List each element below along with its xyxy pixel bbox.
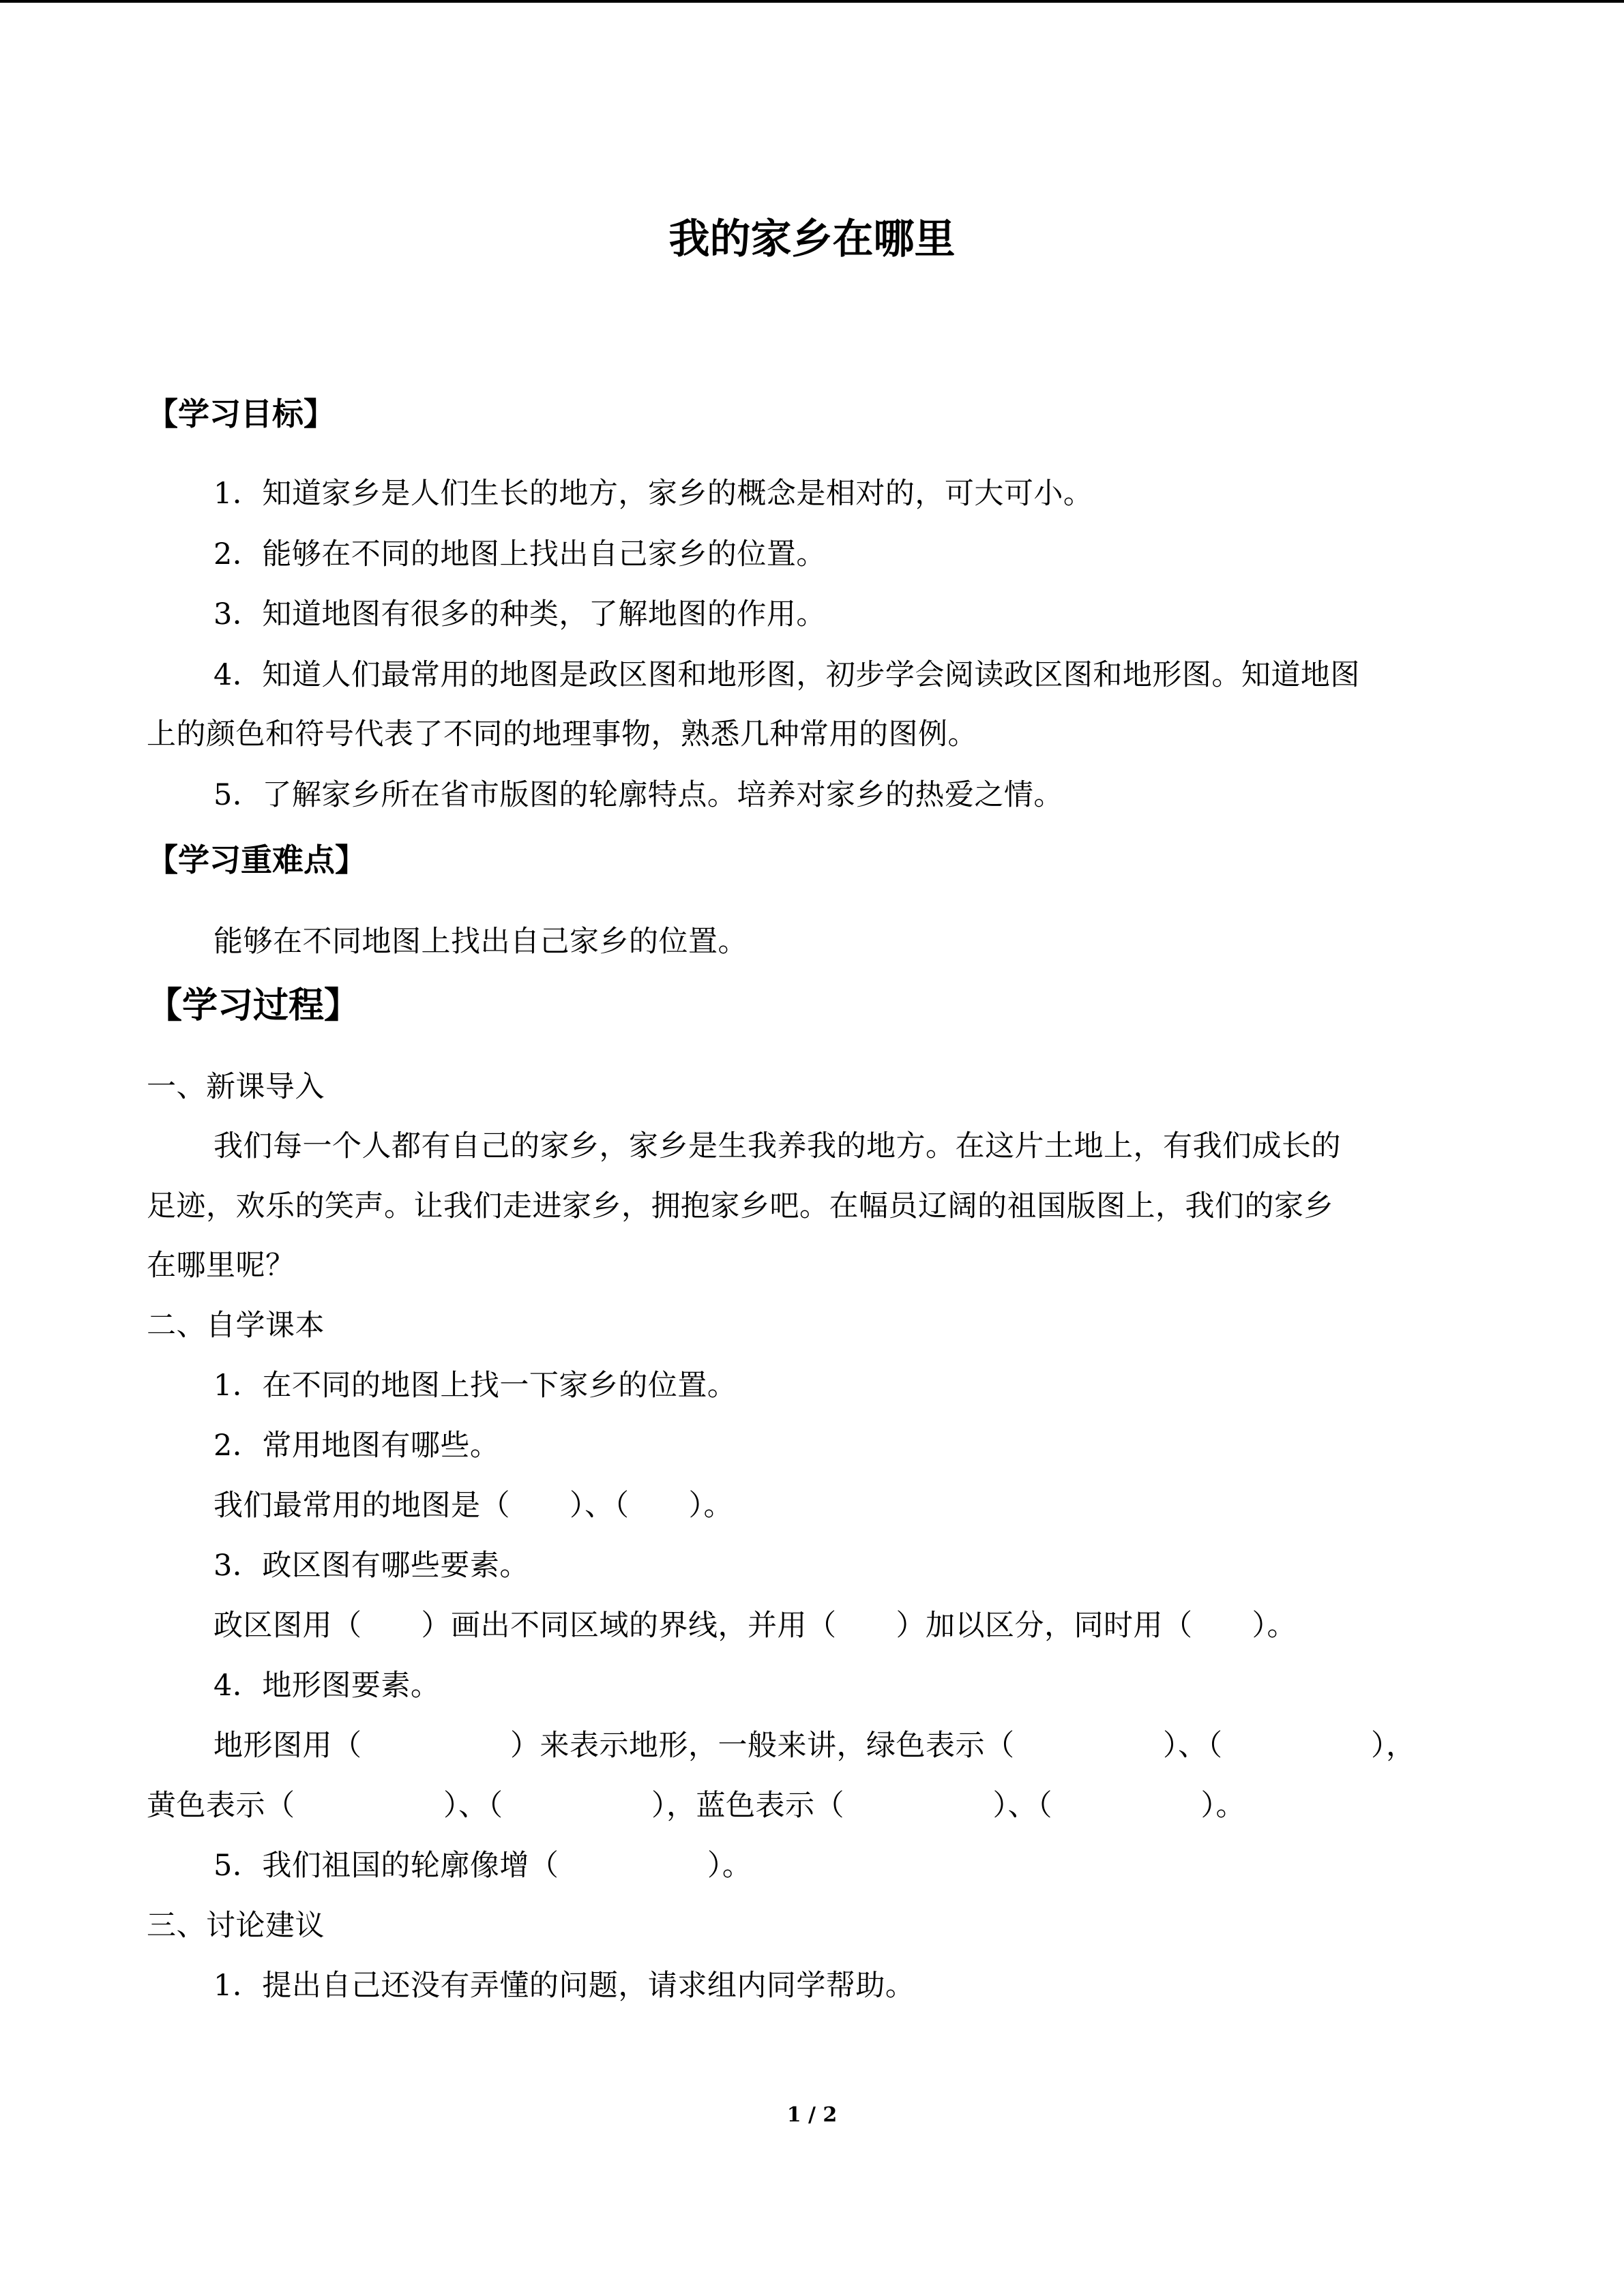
- part2-line-8: 黄色表示（ ）、（ ），蓝色表示（ ）、（ ）。: [147, 1789, 1245, 1823]
- page-title: 我的家乡在哪里: [668, 215, 956, 263]
- part3-line-1: 1．提出自己还没有弄懂的问题，请求组内同学帮助。: [213, 1969, 915, 2003]
- heading-process: 【学习过程】: [147, 985, 360, 1026]
- goal-item-1: 1．知道家乡是人们生长的地方，家乡的概念是相对的，可大可小。: [213, 477, 1093, 511]
- part2-title: 二、自学课本: [147, 1309, 325, 1343]
- goal-item-4-cont: 上的颜色和符号代表了不同的地理事物，熟悉几种常用的图例。: [147, 717, 977, 751]
- part2-line-5: 政区图用（ ）画出不同区域的界线，并用（ ）加以区分，同时用（ ）。: [213, 1609, 1297, 1643]
- goal-item-2: 2．能够在不同的地图上找出自己家乡的位置。: [213, 537, 826, 571]
- part2-line-4: 3．政区图有哪些要素。: [213, 1549, 529, 1583]
- part2-line-2: 2．常用地图有哪些。: [213, 1429, 500, 1463]
- part3-title: 三、讨论建议: [147, 1909, 325, 1943]
- part2-line-9: 5．我们祖国的轮廓像增（ ）。: [213, 1849, 752, 1883]
- heading-key-points: 【学习重难点】: [147, 841, 366, 878]
- part2-line-1: 1．在不同的地图上找一下家乡的位置。: [213, 1369, 737, 1403]
- part2-line-7: 地形图用（ ）来表示地形，一般来讲，绿色表示（ ）、（ ），: [213, 1729, 1416, 1763]
- key-points-text: 能够在不同地图上找出自己家乡的位置。: [213, 925, 748, 959]
- part1-line-3: 在哪里呢？: [147, 1249, 295, 1283]
- page-number: 1 / 2: [786, 2103, 838, 2127]
- goal-item-5: 5．了解家乡所在省市版图的轮廓特点。培养对家乡的热爱之情。: [213, 778, 1063, 812]
- goal-item-4: 4．知道人们最常用的地图是政区图和地形图，初步学会阅读政区图和地形图。知道地图: [213, 658, 1360, 692]
- goal-item-3: 3．知道地图有很多的种类，了解地图的作用。: [213, 597, 826, 631]
- part2-line-6: 4．地形图要素。: [213, 1669, 441, 1703]
- part2-line-3: 我们最常用的地图是（ ）、（ ）。: [213, 1489, 733, 1523]
- part1-title: 一、新课导入: [147, 1070, 325, 1104]
- heading-goals: 【学习目标】: [147, 396, 335, 432]
- part1-line-1: 我们每一个人都有自己的家乡，家乡是生我养我的地方。在这片土地上，有我们成长的: [213, 1129, 1341, 1163]
- part1-line-2: 足迹，欢乐的笑声。让我们走进家乡，拥抱家乡吧。在幅员辽阔的祖国版图上，我们的家乡: [147, 1189, 1333, 1223]
